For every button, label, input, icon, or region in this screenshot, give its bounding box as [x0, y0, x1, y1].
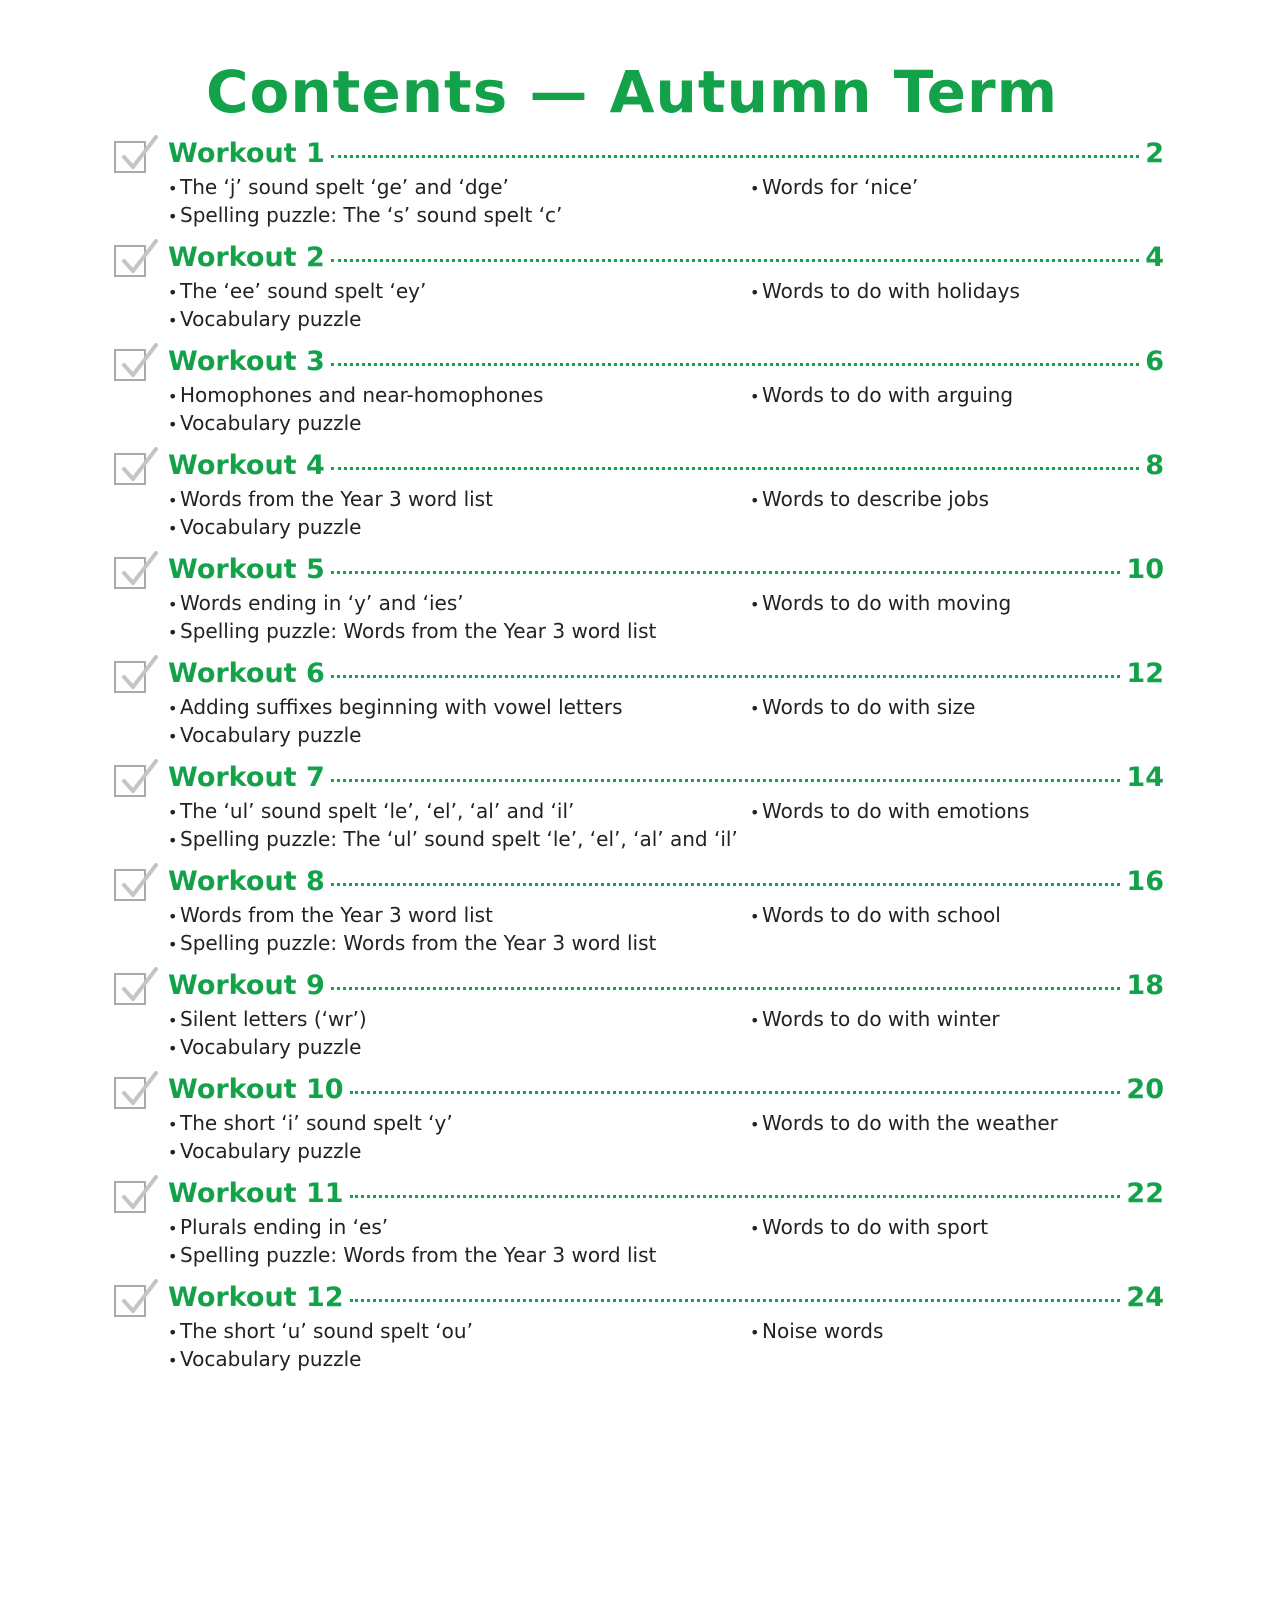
topic-item	[168, 1346, 738, 1374]
bullet-icon: •	[168, 1115, 178, 1134]
bullet-icon: •	[168, 623, 178, 642]
bullet-icon: •	[168, 1011, 178, 1030]
topic-text: Words to describe jobs	[762, 487, 990, 511]
topic-item	[168, 1006, 738, 1034]
topic-item	[168, 902, 738, 930]
check-mark-icon	[118, 1279, 160, 1319]
dot-leader	[350, 1299, 1121, 1302]
bullet-icon: •	[750, 1219, 760, 1238]
topic-text: Homophones and near-homophones	[180, 383, 544, 407]
topic-item	[750, 174, 1150, 202]
workout-heading-row[interactable]	[168, 658, 1164, 694]
dot-leader	[331, 675, 1121, 678]
topics-right-column	[750, 1006, 1150, 1034]
topics-left-column	[168, 1318, 738, 1374]
topic-text: Words to do with school	[762, 903, 1001, 927]
topics-right-column	[750, 902, 1150, 930]
checkbox[interactable]	[114, 453, 146, 485]
checkbox[interactable]	[114, 141, 146, 173]
topics-right-column	[750, 1110, 1150, 1138]
topic-text: Spelling puzzle: Words from the Year 3 word list	[180, 1243, 657, 1267]
dot-leader	[331, 987, 1121, 990]
topic-text: Vocabulary puzzle	[180, 515, 362, 539]
bullet-icon: •	[750, 595, 760, 614]
topics-left-column	[168, 694, 738, 750]
bullet-icon: •	[750, 1323, 760, 1342]
topic-text: Words for ‘nice’	[762, 175, 919, 199]
check-mark-icon	[118, 1071, 160, 1111]
topic-item	[168, 486, 738, 514]
topic-item	[168, 694, 738, 722]
topic-item	[168, 618, 738, 646]
check-mark-icon	[118, 135, 160, 175]
dot-leader	[331, 883, 1121, 886]
topic-item	[750, 798, 1150, 826]
workout-title[interactable]: Workout 9	[168, 970, 325, 1001]
check-mark-icon	[118, 759, 160, 799]
topic-text: Words to do with size	[762, 695, 976, 719]
topic-item	[168, 826, 738, 854]
workout-title[interactable]: Workout 1	[168, 138, 325, 169]
workout-heading-row[interactable]	[168, 242, 1164, 278]
bullet-icon: •	[168, 935, 178, 954]
checkbox[interactable]	[114, 869, 146, 901]
workout-title[interactable]: Workout 12	[168, 1282, 344, 1313]
workout-title[interactable]: Workout 5	[168, 554, 325, 585]
topic-text: The ‘j’ sound spelt ‘ge’ and ‘dge’	[180, 175, 509, 199]
check-mark-icon	[118, 1175, 160, 1215]
topic-item	[750, 1110, 1150, 1138]
bullet-icon: •	[750, 699, 760, 718]
checkbox[interactable]	[114, 1181, 146, 1213]
workout-title[interactable]: Workout 4	[168, 450, 325, 481]
checkbox[interactable]	[114, 245, 146, 277]
workout-heading-row[interactable]	[168, 1178, 1164, 1214]
bullet-icon: •	[168, 831, 178, 850]
page-number: 2	[1145, 138, 1164, 169]
topic-text: Vocabulary puzzle	[180, 1035, 362, 1059]
workout-entry	[114, 346, 1164, 450]
topic-text: Words to do with moving	[762, 591, 1012, 615]
topic-item	[168, 174, 738, 202]
topic-text: Vocabulary puzzle	[180, 1347, 362, 1371]
topic-item	[168, 722, 738, 750]
workout-title[interactable]: Workout 2	[168, 242, 325, 273]
topic-text: Vocabulary puzzle	[180, 1139, 362, 1163]
checkbox[interactable]	[114, 349, 146, 381]
workout-title[interactable]: Workout 11	[168, 1178, 344, 1209]
bullet-icon: •	[750, 387, 760, 406]
workout-entry	[114, 1074, 1164, 1178]
bullet-icon: •	[168, 519, 178, 538]
topics-left-column	[168, 590, 738, 646]
page-number: 18	[1126, 970, 1164, 1001]
workout-heading-row[interactable]	[168, 1282, 1164, 1318]
workout-heading-row[interactable]	[168, 762, 1164, 798]
workout-heading-row[interactable]	[168, 138, 1164, 174]
topic-text: The ‘ee’ sound spelt ‘ey’	[180, 279, 427, 303]
topic-item	[168, 1242, 738, 1270]
workout-entry	[114, 138, 1164, 242]
dot-leader	[331, 571, 1121, 574]
page-number: 6	[1145, 346, 1164, 377]
check-mark-icon	[118, 655, 160, 695]
topic-item	[168, 278, 738, 306]
topics-left-column	[168, 798, 738, 854]
bullet-icon: •	[168, 1143, 178, 1162]
topic-item	[750, 694, 1150, 722]
bullet-icon: •	[168, 727, 178, 746]
bullet-icon: •	[750, 803, 760, 822]
bullet-icon: •	[168, 491, 178, 510]
dot-leader	[331, 155, 1139, 158]
bullet-icon: •	[168, 1219, 178, 1238]
bullet-icon: •	[168, 1039, 178, 1058]
workout-heading-row[interactable]	[168, 970, 1164, 1006]
check-mark-icon	[118, 447, 160, 487]
bullet-icon: •	[168, 595, 178, 614]
workout-title[interactable]: Workout 8	[168, 866, 325, 897]
bullet-icon: •	[168, 311, 178, 330]
page-number: 16	[1126, 866, 1164, 897]
topic-text: Spelling puzzle: Words from the Year 3 word list	[180, 931, 657, 955]
topic-item	[168, 1318, 738, 1346]
checkbox[interactable]	[114, 661, 146, 693]
topics-right-column	[750, 174, 1150, 202]
workout-entry	[114, 866, 1164, 970]
bullet-icon: •	[168, 1247, 178, 1266]
topic-text: Spelling puzzle: The ‘s’ sound spelt ‘c’	[180, 203, 563, 227]
bullet-icon: •	[750, 1115, 760, 1134]
topic-item	[168, 1138, 738, 1166]
bullet-icon: •	[168, 179, 178, 198]
dot-leader	[331, 467, 1139, 470]
bullet-icon: •	[750, 283, 760, 302]
topic-text: Adding suffixes beginning with vowel letters	[180, 695, 623, 719]
topics-left-column	[168, 902, 738, 958]
workout-title[interactable]: Workout 3	[168, 346, 325, 377]
topics-left-column	[168, 1214, 738, 1270]
workout-title[interactable]: Workout 7	[168, 762, 325, 793]
workout-entry	[114, 970, 1164, 1074]
workout-heading-row[interactable]	[168, 866, 1164, 902]
dot-leader	[331, 779, 1121, 782]
bullet-icon: •	[750, 1011, 760, 1030]
bullet-icon: •	[168, 387, 178, 406]
topic-text: Words to do with sport	[762, 1215, 989, 1239]
topic-item	[750, 278, 1150, 306]
topic-item	[168, 1034, 738, 1062]
checkbox[interactable]	[114, 1285, 146, 1317]
topic-item	[168, 202, 738, 230]
workout-title[interactable]: Workout 10	[168, 1074, 344, 1105]
bullet-icon: •	[750, 907, 760, 926]
topics-left-column	[168, 278, 738, 334]
topic-item	[168, 1214, 738, 1242]
bullet-icon: •	[168, 1323, 178, 1342]
topic-item	[168, 382, 738, 410]
page-number: 14	[1126, 762, 1164, 793]
workout-entry	[114, 242, 1164, 346]
checkbox[interactable]	[114, 973, 146, 1005]
topic-item	[168, 590, 738, 618]
check-mark-icon	[118, 551, 160, 591]
topic-text: The short ‘u’ sound spelt ‘ou’	[180, 1319, 473, 1343]
topics-left-column	[168, 1110, 738, 1166]
page-number: 4	[1145, 242, 1164, 273]
bullet-icon: •	[168, 283, 178, 302]
workout-entry	[114, 450, 1164, 554]
page-number: 22	[1126, 1178, 1164, 1209]
workout-entry	[114, 658, 1164, 762]
bullet-icon: •	[168, 907, 178, 926]
topic-text: Words to do with emotions	[762, 799, 1030, 823]
page-number: 10	[1126, 554, 1164, 585]
topic-text: Words from the Year 3 word list	[180, 903, 493, 927]
topic-item	[168, 306, 738, 334]
topics-right-column	[750, 798, 1150, 826]
dot-leader	[331, 363, 1139, 366]
check-mark-icon	[118, 239, 160, 279]
topic-item	[750, 1006, 1150, 1034]
workout-entry	[114, 554, 1164, 658]
page-number: 8	[1145, 450, 1164, 481]
topic-item	[168, 1110, 738, 1138]
topic-item	[750, 382, 1150, 410]
topic-item	[750, 590, 1150, 618]
dot-leader	[350, 1091, 1121, 1094]
topics-left-column	[168, 486, 738, 542]
bullet-icon: •	[750, 491, 760, 510]
topic-item	[750, 1214, 1150, 1242]
topics-right-column	[750, 1214, 1150, 1242]
workout-heading-row[interactable]	[168, 1074, 1164, 1110]
topic-text: Words from the Year 3 word list	[180, 487, 493, 511]
topic-text: Plurals ending in ‘es’	[180, 1215, 389, 1239]
topic-text: The short ‘i’ sound spelt ‘y’	[180, 1111, 453, 1135]
dot-leader	[350, 1195, 1121, 1198]
bullet-icon: •	[168, 1351, 178, 1370]
topic-item	[168, 930, 738, 958]
dot-leader	[331, 259, 1139, 262]
topics-right-column	[750, 486, 1150, 514]
topics-right-column	[750, 590, 1150, 618]
topic-text: Words ending in ‘y’ and ‘ies’	[180, 591, 464, 615]
topic-text: The ‘ul’ sound spelt ‘le’, ‘el’, ‘al’ and ‘il’	[180, 799, 575, 823]
topic-item	[168, 514, 738, 542]
topic-item	[750, 1318, 1150, 1346]
workout-heading-row[interactable]	[168, 450, 1164, 486]
topic-text: Words to do with arguing	[762, 383, 1014, 407]
topic-text: Silent letters (‘wr’)	[180, 1007, 367, 1031]
workout-entry	[114, 1282, 1164, 1386]
page-number: 20	[1126, 1074, 1164, 1105]
check-mark-icon	[118, 863, 160, 903]
topics-left-column	[168, 174, 738, 230]
check-mark-icon	[118, 967, 160, 1007]
workout-entry	[114, 762, 1164, 866]
topics-right-column	[750, 1318, 1150, 1346]
bullet-icon: •	[168, 415, 178, 434]
bullet-icon: •	[168, 207, 178, 226]
topic-item	[168, 798, 738, 826]
topics-right-column	[750, 694, 1150, 722]
topic-text: Vocabulary puzzle	[180, 307, 362, 331]
topic-item	[750, 486, 1150, 514]
workout-title[interactable]: Workout 6	[168, 658, 325, 689]
topics-right-column	[750, 278, 1150, 306]
page-title: Contents — Autumn Term	[205, 58, 1059, 126]
topic-text: Words to do with winter	[762, 1007, 1000, 1031]
page-number: 24	[1126, 1282, 1164, 1313]
checkbox[interactable]	[114, 557, 146, 589]
bullet-icon: •	[750, 179, 760, 198]
workout-heading-row[interactable]	[168, 346, 1164, 382]
checkbox[interactable]	[114, 1077, 146, 1109]
topics-right-column	[750, 382, 1150, 410]
topic-text: Vocabulary puzzle	[180, 723, 362, 747]
topic-text: Vocabulary puzzle	[180, 411, 362, 435]
contents-list	[114, 138, 1164, 1386]
topic-text: Spelling puzzle: The ‘ul’ sound spelt ‘le’, ‘el’, ‘al’ and ‘il’	[180, 827, 738, 851]
topic-text: Noise words	[762, 1319, 884, 1343]
bullet-icon: •	[168, 803, 178, 822]
topics-left-column	[168, 1006, 738, 1062]
checkbox[interactable]	[114, 765, 146, 797]
page-number: 12	[1126, 658, 1164, 689]
topic-text: Words to do with the weather	[762, 1111, 1058, 1135]
topics-left-column	[168, 382, 738, 438]
bullet-icon: •	[168, 699, 178, 718]
workout-entry	[114, 1178, 1164, 1282]
topic-item	[750, 902, 1150, 930]
topic-text: Spelling puzzle: Words from the Year 3 word list	[180, 619, 657, 643]
topic-item	[168, 410, 738, 438]
topic-text: Words to do with holidays	[762, 279, 1020, 303]
check-mark-icon	[118, 343, 160, 383]
workout-heading-row[interactable]	[168, 554, 1164, 590]
